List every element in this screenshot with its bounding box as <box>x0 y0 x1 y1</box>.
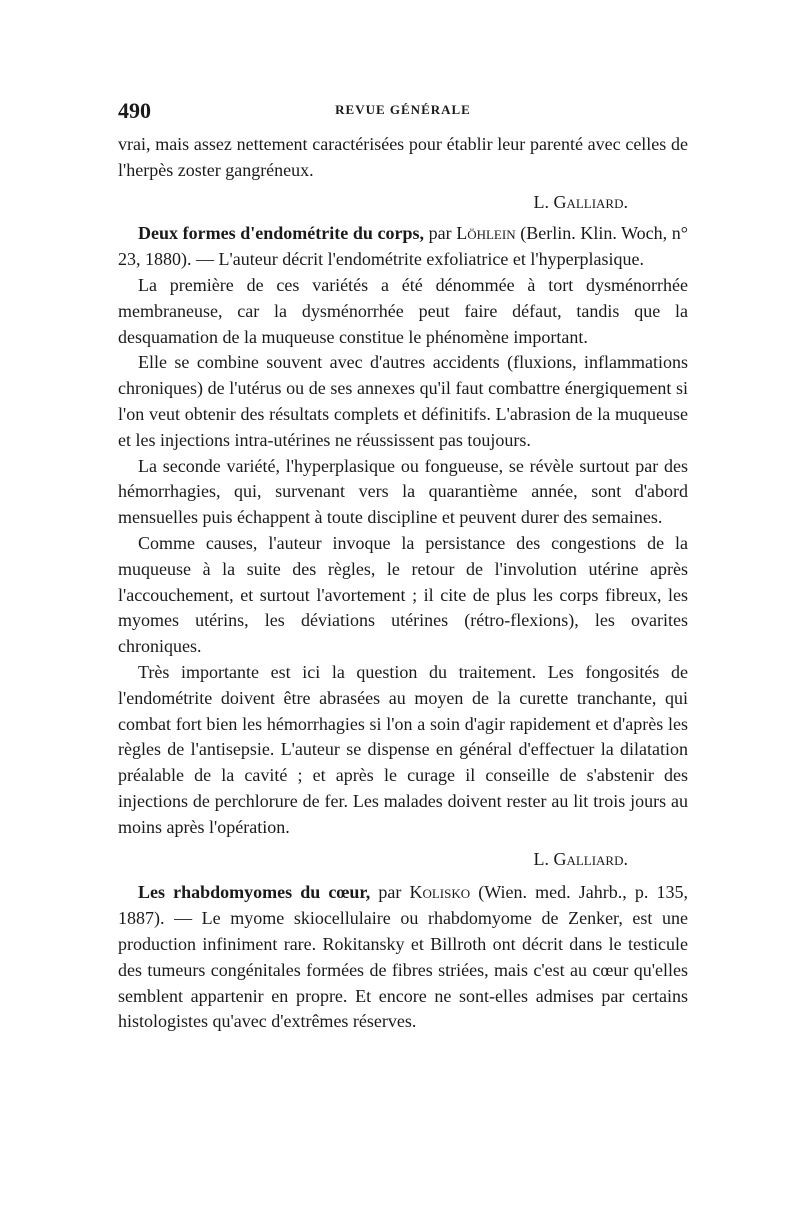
page-header <box>118 98 688 126</box>
running-head: REVUE GÉNÉRALE <box>335 102 471 117</box>
review-endometrite-heading <box>118 221 688 273</box>
intro-paragraph: vrai, mais assez nettement caractérisées pour établir leur parenté avec celles de l'herpès zoster gangréneux. <box>118 134 688 180</box>
body-paragraph: La seconde variété, l'hyperplasique ou fongueuse, se révèle surtout par des hémorrhagies, qui, survenant vers la quarantième année, sont d'abord mensuelles puis échappent à toute discipline et peuvent durer des semaines. <box>118 455 688 528</box>
body-paragraph: Très importante est ici la question du traitement. Les fongosités de l'endométrite doivent être abrasées au moyen de la curette tranchante, qui combat fort bien les hémorrhagies si l'on a soin d'agir rapidement et d'après les règles de l'antisepsie. L'auteur se dispense en général d'effectuer la dilatation préalable de la cavité ; et après le curage il conseille de s'abstenir des injections de perchlorure de fer. Les malades doivent rester au lit trois jours au moins après l'opération. <box>118 661 688 837</box>
intro-signature: L. Galliard. <box>533 191 628 212</box>
body-paragraph: Elle se combine souvent avec d'autres accidents (fluxions, inflammations chroniques) de l'utérus ou de ses annexes qu'il faut combattre énergiquement si l'on veut obtenir des résultats complets et définitifs. L'abrasion de la muqueuse et les injections intra-utérines ne réussissent pas toujours. <box>118 352 688 450</box>
review-title: Deux formes d'endométrite du corps, <box>138 223 424 244</box>
review-title: Les rhabdomyomes du cœur, <box>138 882 371 903</box>
review-rhabdomyomes <box>118 880 688 1035</box>
body-paragraph: Comme causes, l'auteur invoque la persistance des congestions de la muqueuse à la suite des règles, le retour de l'involution utérine après l'accouchement, et surtout l'avortement ; il cite de plus les corps fibreux, les myomes utérins, les déviations utérines (rétro-flexions), les ovarites chroniques. <box>118 532 688 657</box>
review-author: Kolisko <box>409 882 471 903</box>
review-citation: (Berlin. Klin. Woch, n° 23, 1880). — L'auteur décrit l'endométrite exfoliatrice et l'hyperplasique. <box>118 223 688 270</box>
review-rhabdomyomes-paragraph <box>118 880 688 1035</box>
review-by: par <box>370 882 410 903</box>
review-endometrite <box>118 221 688 872</box>
review-citation: (Wien. med. Jahrb., p. 135, 1887). — Le myome skiocellulaire ou rhabdomyome de Zenker, est une production infiniment rare. Rokitansky et Billroth ont décrit dans le testicule des tumeurs congénitales formées de fibres striées, mais c'est au cœur qu'elles semblent appartenir en propre. Et encore ne sont-elles admises par certains histologistes qu'avec d'extrêmes réserves. <box>118 882 688 1032</box>
review-author: Löhlein <box>456 223 516 244</box>
body-paragraph: La première de ces variétés a été dénommée à tort dysménorrhée membraneuse, car la dysménorrhée peut faire défaut, tandis que la desquamation de la muqueuse constitue le phénomène important. <box>118 274 688 347</box>
page-number: 490 <box>118 98 151 123</box>
review-signature: L. Galliard. <box>533 848 628 869</box>
page-body <box>118 132 688 1035</box>
review-by: par <box>423 223 457 244</box>
